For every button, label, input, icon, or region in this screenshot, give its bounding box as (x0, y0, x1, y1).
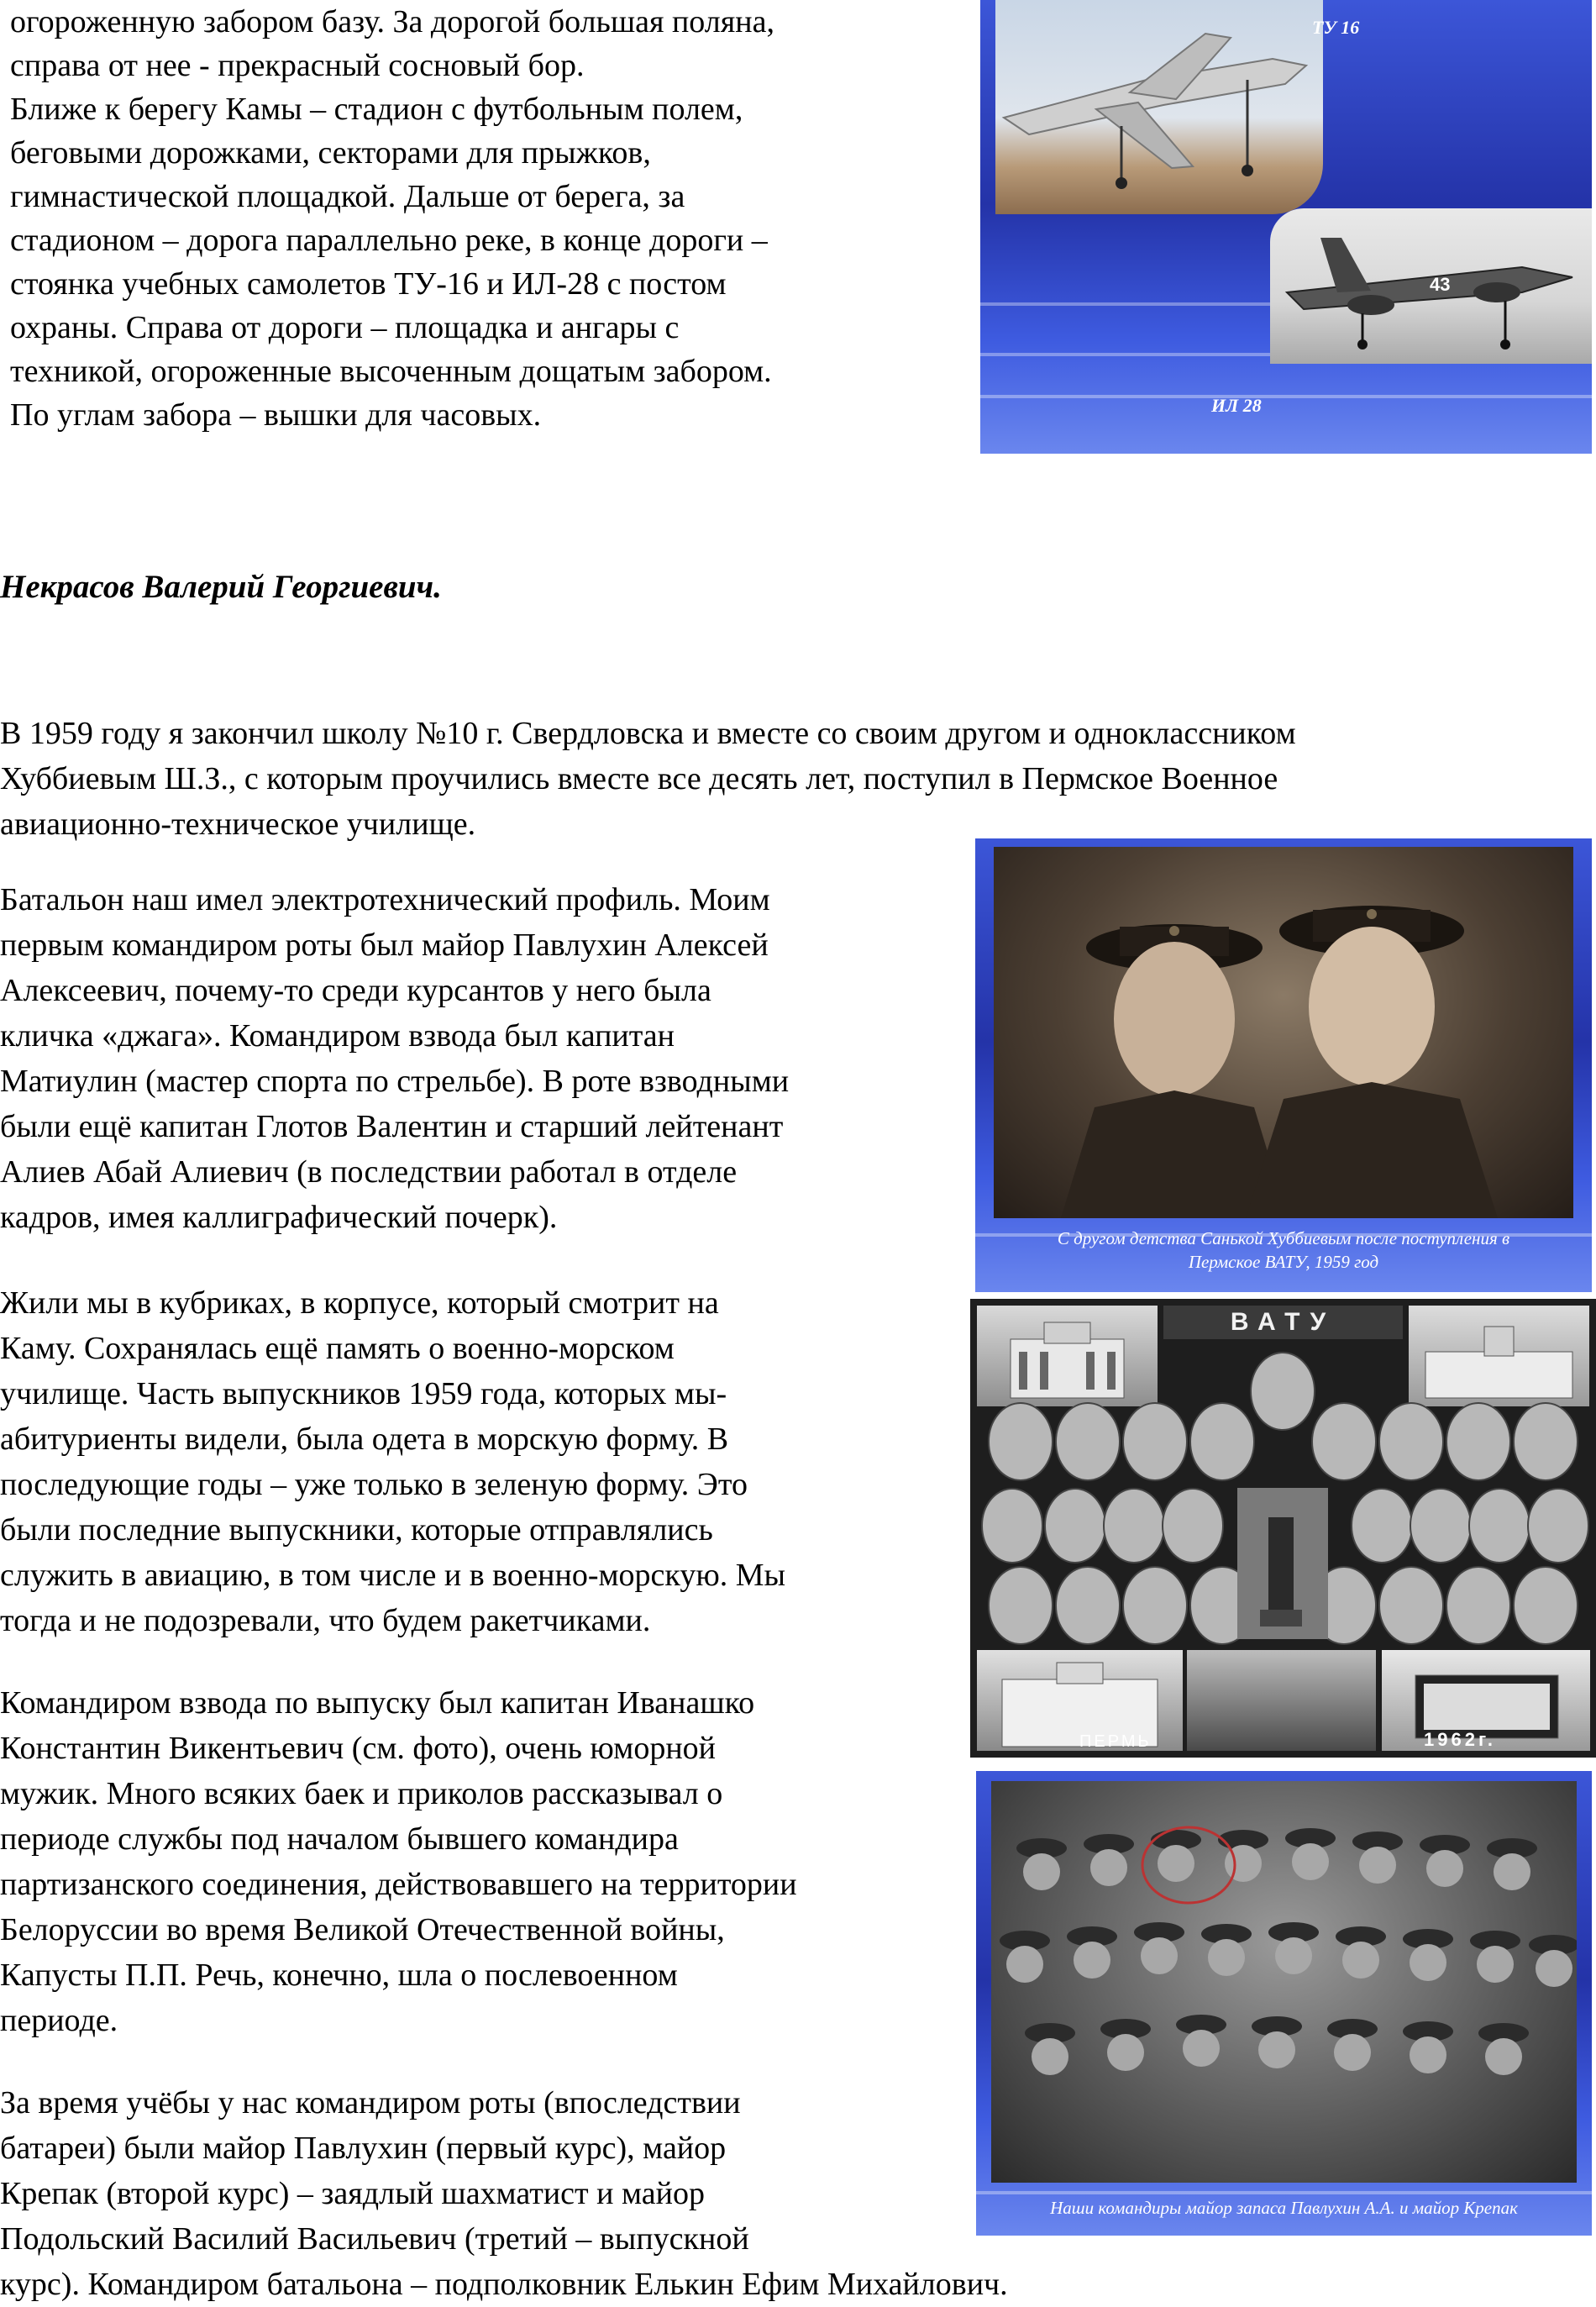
caption-line: С другом детства Санькой Хуббиевым после поступления в (1057, 1228, 1510, 1248)
text-line: кадров, имея каллиграфический почерк). (0, 1200, 558, 1235)
battalion-paragraph (0, 877, 958, 1240)
text-line: Командиром взвода по выпуску был капитан Иванашко (0, 1685, 755, 1721)
text-line: партизанского соединения, действовавшего на территории (0, 1867, 797, 1902)
text-line: В 1959 году я закончил школу №10 г. Свердловска и вместе со своим другом и одноклассником (0, 716, 1296, 751)
text-line: Матиулин (мастер спорта по стрельбе). В роте взводными (0, 1064, 790, 1099)
il28-plane-icon (1270, 208, 1592, 364)
text-line: техникой, огороженные высоченным дощатым забором. (10, 354, 772, 389)
text-line: Каму. Сохранялась ещё память о военно-морском (0, 1331, 675, 1366)
friends-figure (975, 838, 1592, 1292)
text-line: батареи) были майор Павлухин (первый курс), майор (0, 2131, 727, 2166)
text-line: гимнастической площадкой. Дальше от берега, за (10, 179, 685, 214)
text-line: были ещё капитан Глотов Валентин и старший лейтенант (0, 1109, 784, 1144)
friends-photo (994, 847, 1573, 1218)
text-line: Крепак (второй курс) – заядлый шахматист и майор (0, 2176, 705, 2211)
text-line: огороженную забором базу. За дорогой большая поляна, (10, 4, 774, 39)
group-caption: Наши командиры майор запаса Павлухин А.А. и майор Крепак (1050, 2198, 1518, 2218)
text-line: кличка «джага». Командиром взвода был капитан (0, 1018, 675, 1054)
il28-photo (1270, 208, 1592, 364)
text-line: Белоруссии во время Великой Отечественной войны, (0, 1912, 725, 1947)
text-line: Батальон наш имел электротехнический профиль. Моим (0, 882, 770, 917)
text-line: первым командиром роты был майор Павлухин Алексей (0, 928, 769, 963)
friends-caption (975, 1227, 1592, 1274)
text-line: периоде. (0, 2003, 118, 2038)
author-heading: Некрасов Валерий Георгиевич. (0, 569, 442, 605)
text-line: были последние выпускники, которые отправлялись (0, 1512, 713, 1548)
label-tu16: ТУ 16 (1312, 17, 1360, 38)
study-paragraph (0, 2080, 1596, 2307)
caption-line: Пермское ВАТУ, 1959 год (1188, 1252, 1379, 1272)
text-line: Алиев Абай Алиевич (в последствии работал в отделе (0, 1154, 738, 1190)
text-line: По углам забора – вышки для часовых. (10, 397, 542, 433)
label-il28: ИЛ 28 (1211, 395, 1262, 416)
text-line: курс). Командиром батальона – подполковник Елькин Ефим Михайлович. (0, 2267, 1008, 2302)
park-photo (1187, 1650, 1376, 1751)
collage-city-label: ПЕРМЬ (1079, 1732, 1152, 1751)
intro-paragraph (0, 711, 1596, 847)
text-line: мужик. Много всяких баек и приколов рассказывал о (0, 1776, 723, 1811)
text-line: Капусты П.П. Речь, конечно, шла о послевоенном (0, 1958, 678, 1993)
text-line: охраны. Справа от дороги – площадка и ангары с (10, 310, 680, 345)
plane-marking: 43 (1430, 274, 1451, 295)
text-line: Ближе к берегу Камы – стадион с футбольным полем, (10, 92, 743, 127)
barracks-paragraph (0, 1280, 958, 1643)
text-line: Хуббиевым Ш.З., с которым проучились вместе все десять лет, поступил в Пермское Военное (0, 761, 1278, 796)
text-line: Константин Викентьевич (см. фото), очень юморной (0, 1731, 717, 1766)
text-line: абитуриенты видели, была одета в морскую форму. В (0, 1422, 729, 1457)
text-line: Подольский Василий Васильевич (третий – выпускной (0, 2221, 749, 2257)
tu16-plane-icon (995, 0, 1323, 214)
collage-title-banner: ВАТУ (1163, 1306, 1403, 1339)
text-line: последующие годы – уже только в зеленую форму. Это (0, 1467, 748, 1502)
text-line: беговыми дорожками, секторами для прыжков, (10, 135, 651, 171)
top-paragraph (10, 0, 968, 437)
collage-year-label: 1962г. (1424, 1729, 1497, 1750)
text-line: справа от нее - прекрасный сосновый бор. (10, 48, 585, 83)
two-cadets-icon (994, 847, 1573, 1218)
text-line: Алексеевич, почему-то среди курсантов у него была (0, 973, 711, 1008)
text-line: стадионом – дорога параллельно реке, в конце дороги – (10, 223, 768, 258)
commander-paragraph (0, 1680, 958, 2043)
planes-figure (980, 0, 1592, 454)
text-line: Жили мы в кубриках, в корпусе, который смотрит на (0, 1285, 719, 1321)
text-line: периоде службы под началом бывшего командира (0, 1821, 679, 1857)
collage-figure (970, 1299, 1596, 1758)
text-line: тогда и не подозревали, что будем ракетчиками. (0, 1603, 651, 1638)
text-line: стоянка учебных самолетов ТУ-16 и ИЛ-28 с постом (10, 266, 727, 302)
tu16-photo (995, 0, 1323, 214)
text-line: служить в авиацию, в том числе и в военно-морскую. Мы (0, 1558, 786, 1593)
text-line: авиационно-техническое училище. (0, 807, 476, 842)
text-line: училище. Часть выпускников 1959 года, которых мы- (0, 1376, 727, 1411)
text-line: За время учёбы у нас командиром роты (впоследствии (0, 2085, 741, 2120)
